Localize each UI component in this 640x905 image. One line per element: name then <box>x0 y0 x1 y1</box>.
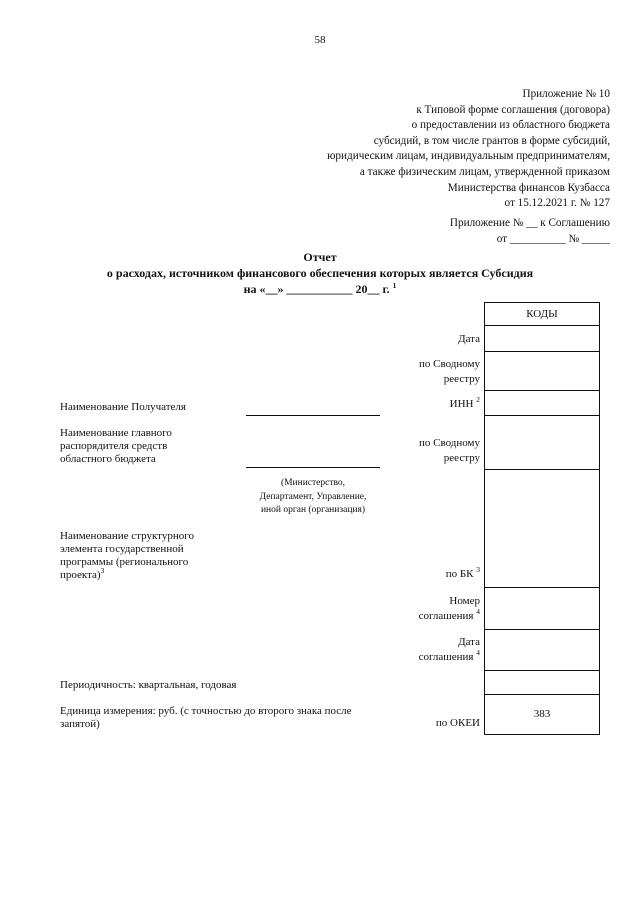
label-bk-text: по БК <box>445 568 474 580</box>
label-line: программы (регионального <box>60 556 189 568</box>
label-recipient: Наименование Получателя <box>60 401 186 413</box>
code-cell-okei: 383 <box>533 708 551 720</box>
footnote-mark: 2 <box>476 395 480 404</box>
footnote-mark: 4 <box>476 607 480 616</box>
page-number: 58 <box>314 34 326 46</box>
label-inn <box>450 397 480 412</box>
label-line: элемента государственной <box>60 543 184 555</box>
label-line: Наименование структурного <box>60 530 194 542</box>
label-line-text: проекта) <box>60 569 101 581</box>
label-line: реестру <box>443 452 480 464</box>
organization-caption <box>248 477 378 518</box>
title-date-text: на «__» ___________ 20__ г. <box>243 282 390 296</box>
appendix-line: Приложение № 10 <box>522 88 610 100</box>
label-line <box>419 650 480 665</box>
label-line <box>60 566 194 582</box>
label-line-text: соглашения <box>418 651 474 663</box>
label-line: Наименование главного <box>60 427 172 439</box>
label-inn-text: ИНН <box>449 398 474 410</box>
label-line-text: соглашения <box>418 610 474 622</box>
appendix-line: о предоставлении из областного бюджета <box>411 119 610 132</box>
appendix-line: а также физическим лицам, утвержденной приказом <box>359 165 610 178</box>
label-okei: по ОКЕИ <box>435 717 480 729</box>
label-line: по Сводному <box>418 437 480 449</box>
manager-name-line <box>246 467 380 468</box>
label-periodicity: Периодичность: квартальная, годовая <box>60 679 237 691</box>
codes-header: КОДЫ <box>485 303 599 326</box>
label-structural-element <box>60 530 194 582</box>
label-bk <box>446 567 480 582</box>
label-line <box>419 609 480 624</box>
appendix-line: юридическим лицам, индивидуальным предпринимателям, <box>327 150 610 163</box>
footnote-mark: 3 <box>100 566 105 575</box>
label-line: реестру <box>443 373 480 385</box>
label-line: по Сводному <box>418 358 480 370</box>
recipient-name-line <box>246 415 380 416</box>
label-agreement-date <box>419 635 480 665</box>
caption-line: иной орган (организация) <box>260 505 366 515</box>
footnote-mark: 4 <box>476 648 480 657</box>
appendix-line: от 15.12.2021 г. № 127 <box>504 197 610 210</box>
label-svodny-manager <box>419 436 480 466</box>
label-svodny-recipient <box>419 357 480 387</box>
footnote-mark: 3 <box>476 565 480 574</box>
code-cell-agreement-number <box>485 588 599 630</box>
caption-line: (Министерство, <box>280 478 346 488</box>
appendix-header <box>327 87 610 212</box>
agreement-reference <box>450 215 610 247</box>
code-cell-bk <box>485 470 599 588</box>
code-cell-svodny-recipient <box>485 352 599 391</box>
code-cell-inn <box>485 391 599 416</box>
label-agreement-number <box>419 594 480 624</box>
code-cell-date <box>485 326 599 352</box>
title-line: о расходах, источником финансового обеспечения которых является Субсидия <box>106 266 534 280</box>
appendix-line: Министерства финансов Кузбасса <box>447 181 610 194</box>
label-line: Номер <box>449 595 480 607</box>
agreement-line: Приложение № __ к Соглашению <box>449 217 610 229</box>
code-cell-agreement-date <box>485 630 599 671</box>
code-cell-svodny-manager <box>485 416 599 470</box>
label-line: областного бюджета <box>60 453 156 465</box>
caption-line: Департамент, Управление, <box>259 491 367 502</box>
title-line: Отчет <box>303 250 337 264</box>
label-budget-manager <box>60 427 172 466</box>
report-title <box>0 249 640 297</box>
appendix-line: к Типовой форме соглашения (договора) <box>416 103 610 116</box>
code-cell-periodicity <box>485 671 599 695</box>
agreement-line: от __________ № _____ <box>496 233 610 245</box>
appendix-line: субсидий, в том числе грантов в форме субсидий, <box>373 134 610 147</box>
label-unit <box>60 705 352 731</box>
label-line: распорядителя средств <box>60 440 168 452</box>
label-line: Единица измерения: руб. (с точностью до второго знака после <box>60 705 352 717</box>
codes-table <box>484 302 600 735</box>
label-date: Дата <box>458 333 480 345</box>
footnote-mark: 1 <box>392 281 397 290</box>
label-line: запятой) <box>60 718 100 730</box>
label-line: Дата <box>458 636 480 648</box>
title-line <box>0 281 640 297</box>
